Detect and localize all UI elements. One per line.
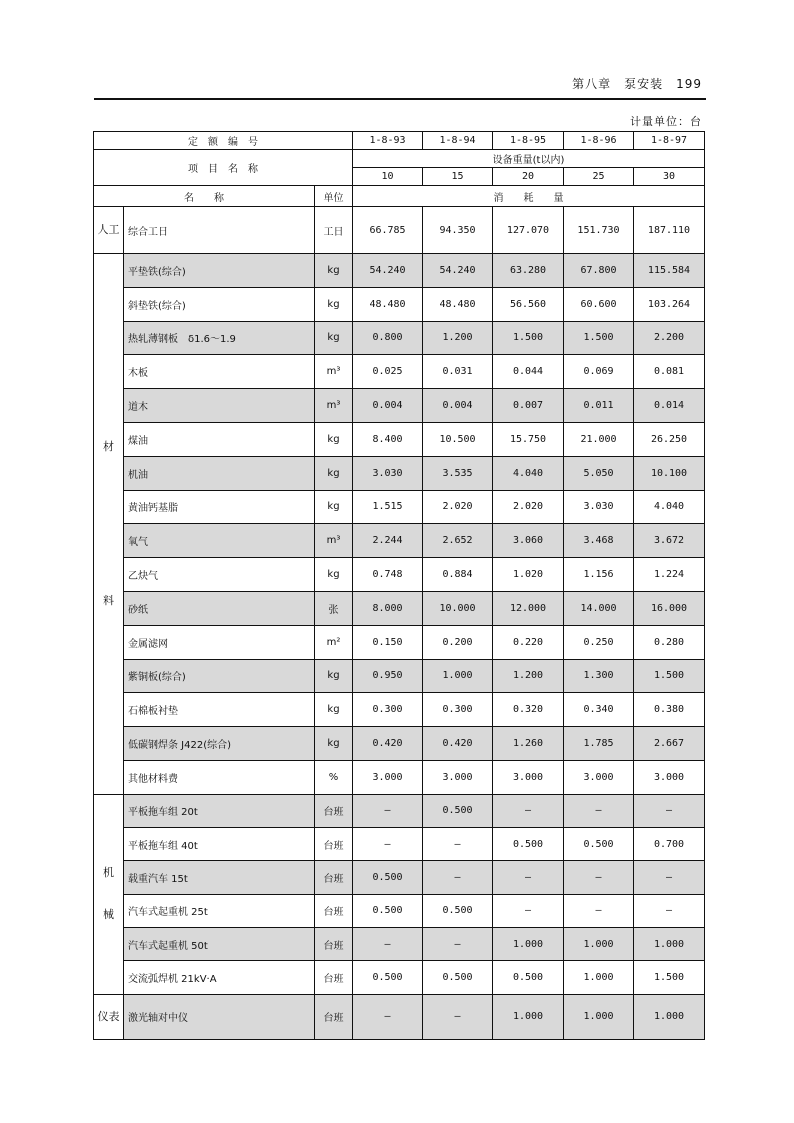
item-unit: kg: [315, 321, 353, 355]
item-unit: 台班: [315, 961, 353, 994]
consumption-value: 1.000: [423, 659, 493, 693]
item-name: 交流弧焊机 21kV·A: [124, 961, 315, 994]
consumption-header: 消 耗 量: [353, 186, 705, 207]
consumption-value: 10.000: [423, 591, 493, 625]
item-unit: 台班: [315, 828, 353, 861]
consumption-value: 0.500: [353, 894, 423, 927]
consumption-value: 3.060: [493, 524, 564, 558]
weight-value: 15: [423, 168, 493, 186]
consumption-value: 0.250: [564, 625, 634, 659]
table-row: [94, 254, 705, 288]
table-row: [94, 321, 705, 355]
item-name: 砂纸: [124, 591, 315, 625]
consumption-value: —: [353, 994, 423, 1039]
table-row: [94, 625, 705, 659]
weight-label-row: [94, 150, 705, 168]
category-label: 机 械: [94, 794, 124, 994]
consumption-value: —: [634, 794, 705, 827]
consumption-value: 0.748: [353, 558, 423, 592]
table-row: [94, 727, 705, 761]
item-unit: m²: [315, 625, 353, 659]
item-unit: kg: [315, 490, 353, 524]
consumption-value: 0.500: [353, 961, 423, 994]
consumption-value: 0.500: [493, 828, 564, 861]
item-name: 其他材料费: [124, 760, 315, 794]
consumption-value: 0.340: [564, 693, 634, 727]
table-row: [94, 558, 705, 592]
consumption-value: 3.000: [634, 760, 705, 794]
item-unit: m³: [315, 389, 353, 423]
consumption-value: 3.000: [353, 760, 423, 794]
consumption-value: 0.200: [423, 625, 493, 659]
item-unit: 台班: [315, 861, 353, 894]
consumption-value: 1.156: [564, 558, 634, 592]
item-unit: 台班: [315, 994, 353, 1039]
quota-code: 1-8-96: [564, 132, 634, 150]
consumption-value: 3.030: [353, 456, 423, 490]
consumption-value: —: [423, 994, 493, 1039]
consumption-value: 63.280: [493, 254, 564, 288]
column-header-row: [94, 186, 705, 207]
consumption-value: 1.000: [564, 961, 634, 994]
table-row: [94, 894, 705, 927]
consumption-value: 26.250: [634, 422, 705, 456]
consumption-value: 1.020: [493, 558, 564, 592]
consumption-value: 187.110: [634, 207, 705, 254]
consumption-value: —: [634, 894, 705, 927]
quota-code-row: [94, 132, 705, 150]
consumption-value: 56.560: [493, 287, 564, 321]
consumption-value: —: [564, 794, 634, 827]
quota-table: [93, 131, 705, 1040]
consumption-value: 10.500: [423, 422, 493, 456]
consumption-value: 0.025: [353, 355, 423, 389]
table-row: [94, 287, 705, 321]
consumption-value: 2.244: [353, 524, 423, 558]
table-row: [94, 422, 705, 456]
consumption-value: 2.200: [634, 321, 705, 355]
consumption-value: 60.600: [564, 287, 634, 321]
consumption-value: 0.011: [564, 389, 634, 423]
consumption-value: 16.000: [634, 591, 705, 625]
table-row: [94, 355, 705, 389]
consumption-value: 0.500: [423, 894, 493, 927]
consumption-value: 1.500: [634, 659, 705, 693]
item-name-label: 项 目 名 称: [94, 150, 353, 186]
consumption-value: 2.020: [423, 490, 493, 524]
consumption-value: 14.000: [564, 591, 634, 625]
item-unit: m³: [315, 524, 353, 558]
item-name: 平板拖车组 20t: [124, 794, 315, 827]
item-name: 低碳钢焊条 J422(综合): [124, 727, 315, 761]
consumption-value: 48.480: [423, 287, 493, 321]
consumption-value: 0.044: [493, 355, 564, 389]
consumption-value: 4.040: [634, 490, 705, 524]
table-row: [94, 927, 705, 960]
consumption-value: 0.500: [493, 961, 564, 994]
item-name: 煤油: [124, 422, 315, 456]
item-unit: kg: [315, 558, 353, 592]
item-name: 木板: [124, 355, 315, 389]
item-unit: kg: [315, 693, 353, 727]
consumption-value: 0.300: [423, 693, 493, 727]
consumption-value: 12.000: [493, 591, 564, 625]
consumption-value: 8.000: [353, 591, 423, 625]
weight-value: 10: [353, 168, 423, 186]
consumption-value: 3.535: [423, 456, 493, 490]
consumption-value: 1.200: [493, 659, 564, 693]
consumption-value: —: [564, 894, 634, 927]
consumption-value: 67.800: [564, 254, 634, 288]
item-name: 热轧薄钢板 δ1.6～1.9: [124, 321, 315, 355]
consumption-value: 115.584: [634, 254, 705, 288]
consumption-value: 0.800: [353, 321, 423, 355]
consumption-value: 5.050: [564, 456, 634, 490]
consumption-value: —: [353, 794, 423, 827]
consumption-value: 127.070: [493, 207, 564, 254]
consumption-value: 0.069: [564, 355, 634, 389]
item-unit: 台班: [315, 794, 353, 827]
page-header: [94, 70, 706, 100]
consumption-value: 2.667: [634, 727, 705, 761]
item-unit: 张: [315, 591, 353, 625]
consumption-value: 1.224: [634, 558, 705, 592]
item-unit: kg: [315, 422, 353, 456]
consumption-value: 0.300: [353, 693, 423, 727]
item-name: 石棉板衬垫: [124, 693, 315, 727]
item-unit: m³: [315, 355, 353, 389]
consumption-value: —: [493, 794, 564, 827]
table-row: [94, 994, 705, 1039]
consumption-value: 94.350: [423, 207, 493, 254]
consumption-value: —: [423, 861, 493, 894]
item-name: 平板拖车组 40t: [124, 828, 315, 861]
consumption-value: —: [353, 927, 423, 960]
consumption-value: 1.500: [634, 961, 705, 994]
item-name: 斜垫铁(综合): [124, 287, 315, 321]
category-label: 人工: [94, 207, 124, 254]
category-label: 材 料: [94, 254, 124, 795]
item-name: 乙炔气: [124, 558, 315, 592]
consumption-value: 0.320: [493, 693, 564, 727]
item-unit: kg: [315, 456, 353, 490]
consumption-value: 21.000: [564, 422, 634, 456]
table-row: [94, 961, 705, 994]
item-name: 紫铜板(综合): [124, 659, 315, 693]
consumption-value: 0.014: [634, 389, 705, 423]
consumption-value: 1.000: [493, 927, 564, 960]
item-unit: 工日: [315, 207, 353, 254]
quota-code: 1-8-94: [423, 132, 493, 150]
consumption-value: 4.040: [493, 456, 564, 490]
consumption-value: 0.081: [634, 355, 705, 389]
consumption-value: 0.500: [423, 961, 493, 994]
item-unit: kg: [315, 659, 353, 693]
consumption-value: 1.500: [493, 321, 564, 355]
quota-code-label: 定 额 编 号: [94, 132, 353, 150]
consumption-value: 3.000: [423, 760, 493, 794]
weight-value: 20: [493, 168, 564, 186]
consumption-value: 0.420: [423, 727, 493, 761]
item-unit: kg: [315, 287, 353, 321]
consumption-value: 0.004: [423, 389, 493, 423]
item-unit: 台班: [315, 894, 353, 927]
quota-code: 1-8-95: [493, 132, 564, 150]
category-label: 仪表: [94, 994, 124, 1039]
consumption-value: 1.000: [634, 927, 705, 960]
consumption-value: —: [634, 861, 705, 894]
item-unit: kg: [315, 727, 353, 761]
item-name: 机油: [124, 456, 315, 490]
item-name: 氧气: [124, 524, 315, 558]
consumption-value: 0.950: [353, 659, 423, 693]
item-name: 黄油钙基脂: [124, 490, 315, 524]
item-unit: 台班: [315, 927, 353, 960]
consumption-value: 1.000: [634, 994, 705, 1039]
consumption-value: 3.000: [493, 760, 564, 794]
unit-column-header: 单位: [315, 186, 353, 207]
table-row: [94, 794, 705, 827]
consumption-value: 2.020: [493, 490, 564, 524]
table-row: [94, 828, 705, 861]
consumption-value: 0.280: [634, 625, 705, 659]
consumption-value: —: [423, 927, 493, 960]
chapter-title: 第八章 泵安装 199: [572, 77, 702, 91]
table-row: [94, 524, 705, 558]
consumption-value: 3.030: [564, 490, 634, 524]
consumption-value: 0.420: [353, 727, 423, 761]
consumption-value: 0.500: [564, 828, 634, 861]
quota-code: 1-8-97: [634, 132, 705, 150]
consumption-value: 2.652: [423, 524, 493, 558]
item-name: 平垫铁(综合): [124, 254, 315, 288]
consumption-value: 0.380: [634, 693, 705, 727]
consumption-value: 8.400: [353, 422, 423, 456]
consumption-value: 48.480: [353, 287, 423, 321]
consumption-value: 1.000: [493, 994, 564, 1039]
consumption-value: 10.100: [634, 456, 705, 490]
consumption-value: 0.220: [493, 625, 564, 659]
consumption-value: 0.150: [353, 625, 423, 659]
item-unit: %: [315, 760, 353, 794]
consumption-value: 0.884: [423, 558, 493, 592]
consumption-value: 1.785: [564, 727, 634, 761]
consumption-value: 0.500: [353, 861, 423, 894]
item-name: 道木: [124, 389, 315, 423]
consumption-value: 3.000: [564, 760, 634, 794]
weight-value: 30: [634, 168, 705, 186]
consumption-value: 0.700: [634, 828, 705, 861]
item-unit: kg: [315, 254, 353, 288]
consumption-value: 3.672: [634, 524, 705, 558]
quota-code: 1-8-93: [353, 132, 423, 150]
table-row: [94, 659, 705, 693]
consumption-value: —: [493, 894, 564, 927]
table-row: [94, 861, 705, 894]
consumption-value: —: [493, 861, 564, 894]
item-name: 金属滤网: [124, 625, 315, 659]
name-column-header: 名 称: [94, 186, 315, 207]
header-rule: [94, 98, 706, 100]
consumption-value: 66.785: [353, 207, 423, 254]
quota-body: [94, 207, 705, 1040]
consumption-value: —: [564, 861, 634, 894]
item-name: 汽车式起重机 25t: [124, 894, 315, 927]
consumption-value: 1.300: [564, 659, 634, 693]
table-row: [94, 456, 705, 490]
consumption-value: 54.240: [353, 254, 423, 288]
table-row: [94, 760, 705, 794]
table-row: [94, 389, 705, 423]
consumption-value: 0.500: [423, 794, 493, 827]
table-row: [94, 693, 705, 727]
consumption-value: —: [423, 828, 493, 861]
consumption-value: 1.000: [564, 927, 634, 960]
consumption-value: 15.750: [493, 422, 564, 456]
consumption-value: 54.240: [423, 254, 493, 288]
consumption-value: 1.500: [564, 321, 634, 355]
consumption-value: 103.264: [634, 287, 705, 321]
item-name: 激光轴对中仪: [124, 994, 315, 1039]
table-row: [94, 490, 705, 524]
item-name: 载重汽车 15t: [124, 861, 315, 894]
measurement-unit: 计量单位：台: [630, 115, 702, 128]
consumption-value: 0.007: [493, 389, 564, 423]
consumption-value: 1.260: [493, 727, 564, 761]
table-row: [94, 207, 705, 254]
item-name: 汽车式起重机 50t: [124, 927, 315, 960]
consumption-value: 3.468: [564, 524, 634, 558]
consumption-value: 1.200: [423, 321, 493, 355]
item-name: 综合工日: [124, 207, 315, 254]
consumption-value: 0.004: [353, 389, 423, 423]
consumption-value: 1.000: [564, 994, 634, 1039]
table-row: [94, 591, 705, 625]
consumption-value: —: [353, 828, 423, 861]
consumption-value: 1.515: [353, 490, 423, 524]
consumption-value: 151.730: [564, 207, 634, 254]
weight-label: 设备重量(t以内): [353, 150, 705, 168]
consumption-value: 0.031: [423, 355, 493, 389]
weight-value: 25: [564, 168, 634, 186]
